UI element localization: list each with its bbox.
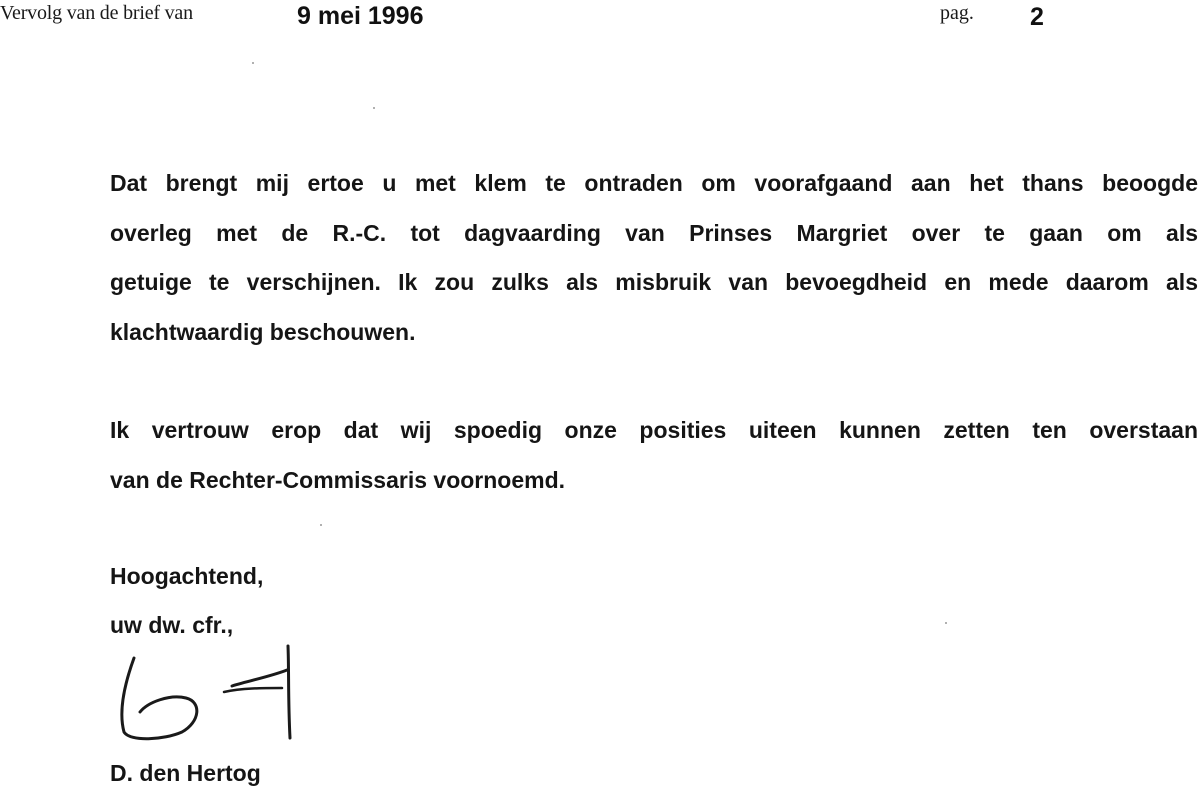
paragraph-1-line-4: klachtwaardig beschouwen. [110,318,416,345]
paragraph-2 [110,406,1198,505]
paragraph-2-line-2: van de Rechter-Commissaris voornoemd. [110,466,566,493]
scan-speck [320,524,322,526]
paragraph-1 [110,159,1198,357]
continuation-label: Vervolg van de brief van [0,2,193,24]
letter-date: 9 mei 1996 [297,2,424,30]
paragraph-1-line-3: getuige te verschijnen. Ik zou zulks als misbruik van bevoegdheid en mede daarom als [110,269,1198,295]
scan-speck [252,62,254,64]
paragraph-1-line-2: overleg met de R.-C. tot dagvaarding van Prinses Margriet over te gaan om als [110,219,1198,246]
signer-name: D. den Hertog [110,760,261,786]
paragraph-2-line-1: Ik vertrouw erop dat wij spoedig onze posities uiteen kunnen zetten ten overstaan [110,417,1198,443]
handwritten-signature [112,640,312,745]
closing-salutation: Hoogachtend, [110,563,264,589]
scan-speck [945,622,947,624]
paragraph-1-line-1: Dat brengt mij ertoe u met klem te ontraden om voorafgaand aan het thans beoogde [110,170,1198,196]
closing-courtesy: uw dw. cfr., [110,612,234,638]
scan-speck [373,107,375,109]
page-label: pag. [940,2,974,24]
page-number: 2 [1030,3,1044,31]
